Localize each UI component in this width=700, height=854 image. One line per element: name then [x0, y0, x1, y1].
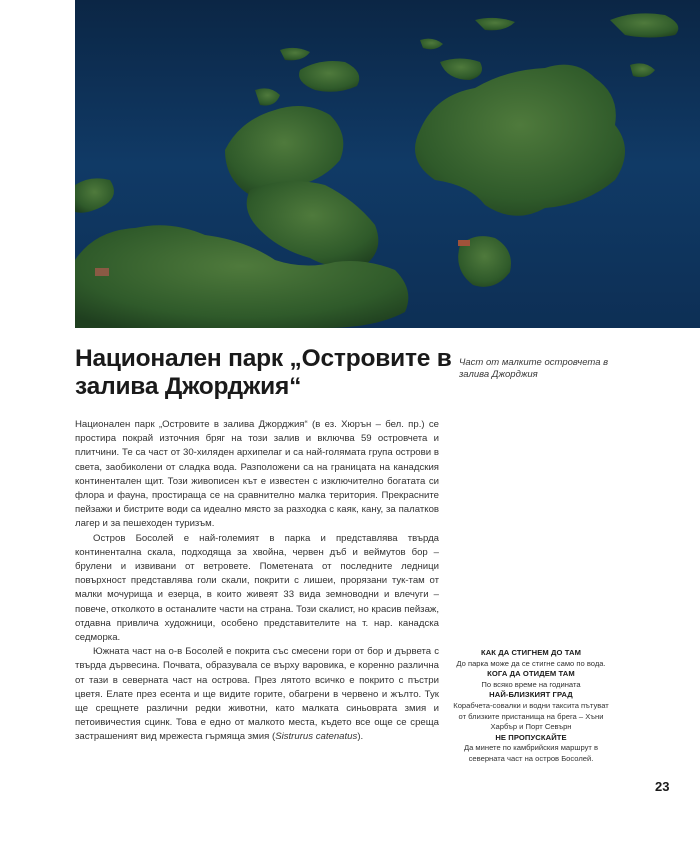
- sidebar-heading-how-to-get: КАК ДА СТИГНЕМ ДО ТАМ: [480, 648, 582, 657]
- info-sidebar: [451, 648, 611, 765]
- sidebar-heading-when: КОГА ДА ОТИДЕМ ТАМ: [487, 669, 575, 679]
- article-body: [75, 418, 439, 745]
- sidebar-heading-nearest-town: НАЙ-БЛИЗКИЯТ ГРАД: [489, 690, 573, 700]
- sidebar-heading-dont-miss: НЕ ПРОПУСКАЙТЕ: [495, 732, 567, 742]
- paragraph-2: Остров Босолей е най-големият в парка и представлява твърда континентална скала, подходяща за хвойна, червен дъб и веймутов бор – брулени и извивани от ветровете. Пометената от последните ледници повърхност представлява голи скали, покрити с лишеи, прорязани тук-там от малки мочурища и езерца, в които живеят 33 вида земноводни и влечуги – повече, отколкото в останалите части на страна. Този скалист, но красив пейзаж, отдавна привлича художници, особено представителите на т. нар. канадска седморка.: [75, 532, 439, 644]
- photo-caption: Част от малките островчета в залива Джорджия: [459, 357, 609, 380]
- paragraph-3-end: ).: [357, 731, 364, 743]
- islands-illustration: [75, 0, 700, 328]
- scientific-name: Sistrurus catenatus: [275, 731, 358, 743]
- sidebar-text-how-to-get: До парка може да се стигне само по вода.: [456, 658, 606, 668]
- page-title: Национален парк „Островите в залива Джорджия“: [75, 345, 452, 400]
- paragraph-1: Национален парк „Островите в залива Джорджия“ (в ез. Хюрън – бел. пр.) се простира покрай източния бряг на този залив и включва 59 островчета и плитчини. Те са част от 30-хиляден архипелаг и са най-голямата група острови в света, заобиколени от сладка вода. Разположени са на границата на канадския континентален щит. Този живописен кът е известен с изключително богатата си флора и фауна, простираща се на сравнително малка територия. Прекрасните пейзажи и бистрите води са идеално място за разходка с каяк, кану, за палатков лагер и за пешеходен туризъм.: [75, 419, 439, 530]
- page-number: 23: [655, 779, 670, 794]
- paragraph-3: [75, 645, 439, 744]
- paragraph-3-text: Южната част на о-в Босолей е покрита със смесени гори от бор и дървета с твърда дървесина. Почвата, образувала се върху варовика, е коренно различна от тази в северната част на острова. През лятото всичко е покрито с пъстри цветя. Елате през есента и ще видите горите, обагрени в червено и жълто. Тук ще срещнете различни редки животни, като малката синьоврата змия и петоивичестия сцинк. Това е едно от малкото места, където все още се среща застрашеният вид мрежеста гърмяща змия (: [75, 646, 439, 743]
- sidebar-text-nearest-town: Корабчета-совалки и водни таксита пътуват от близките пристанища на брега – Хъни Харбър и Порт Севърн: [453, 700, 609, 732]
- sidebar-text-when: По всяко време на годината: [481, 679, 581, 689]
- sidebar-text-dont-miss: Да минете по камбрийския маршрут в северната част на остров Босолей.: [463, 743, 599, 763]
- aerial-photo-islands: [75, 0, 700, 328]
